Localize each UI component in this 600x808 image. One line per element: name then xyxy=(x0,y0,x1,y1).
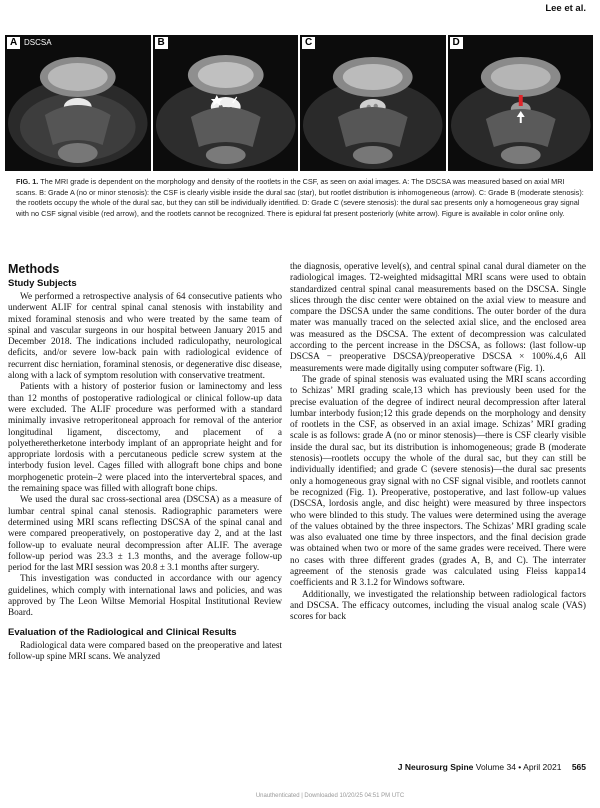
page-footer xyxy=(398,762,586,772)
panel-label-c: C xyxy=(302,37,315,49)
running-header-author: Lee et al. xyxy=(545,3,586,14)
footer-journal: J Neurosurg Spine xyxy=(397,762,474,772)
mri-panel-b xyxy=(153,35,299,171)
right-column xyxy=(290,262,586,624)
mri-panel-a xyxy=(5,35,151,171)
mri-image-c xyxy=(300,35,446,171)
subheading-evaluation: Evaluation of the Radiological and Clinical Results xyxy=(8,626,237,638)
panel-label-b: B xyxy=(155,37,168,49)
figure-caption-label: FIG. 1. xyxy=(16,177,39,186)
section-heading-methods: Methods xyxy=(8,262,60,276)
paragraph: Additionally, we investigated the relationship between radiological factors and DSCSA. The efficacy outcomes, including the visual analog scale (VAS) scores for back xyxy=(290,589,586,623)
panel-label-a: A xyxy=(7,37,20,49)
left-column xyxy=(8,262,282,663)
mri-panel-c xyxy=(300,35,446,171)
mri-image-b xyxy=(153,35,299,171)
paragraph: Radiological data were compared based on the preoperative and latest follow-up spine MRI scans. We analyzed xyxy=(8,640,282,662)
paragraph: the diagnosis, operative level(s), and central spinal canal dural diameter on the radiological images. T2-weighted midsagittal MRI scans were used to obtain standardized central spinal canal measurements based on the DSCSA. Single slices through the disc center were obtained on the axial view to measure and compare the DSCSA under the same conditions. The outer border of the dura mater was manually traced on the selected axial slice, and the enclosed area was measured as the DSCSA. The extent of decompression was calculated according to the percent increase in the DSCSA, as follows: (last follow-up DSCSA − preoperative DSCSA)/preoperative DSCSA × 100%.4,6 All measurements were made digitally using computer software (Fig. 1). xyxy=(290,262,586,374)
red-arrow-icon xyxy=(518,95,522,106)
footer-volume: Volume 34 • April 2021 xyxy=(475,762,562,772)
panel-tag-dscsa: DSCSA xyxy=(24,38,52,47)
paragraph: We used the dural sac cross-sectional area (DSCSA) as a measure of lumbar central spinal canal stenosis. Radiographic parameters were determined using MRI scans reflecting DSCSA of the spinal canal and were compared preoperatively, on postoperative day 2, and at the last follow-up to evaluate neural decompression after ALIF. The average follow-up period was 23.3 ± 1.3 months, and the average follow-up period for the last MRI session was 20.8 ± 3.1 months after surgery. xyxy=(8,495,282,574)
paragraph: We performed a retrospective analysis of 64 consecutive patients who underwent ALIF for central spinal canal stenosis with instability and mixed foraminal stenosis and who were treated by the same team of spinal and vascular surgeons in our hospital between January 2015 and December 2018. The indications included radiculopathy, neurological deficits, and/or severe low-back pain with radiological evidence of recurrent disc herniation, foraminal stenosis, or degenerative disc disease, along with a lack of symptom resolution with conservative treatment. xyxy=(8,292,282,382)
paragraph: This investigation was conducted in accordance with our agency guidelines, which comply with international laws and policies, and was approved by The Leon Wiltse Memorial Hospital Institutional Review Board. xyxy=(8,574,282,619)
subheading-study-subjects: Study Subjects xyxy=(8,278,77,289)
paragraph: The grade of spinal stenosis was evaluated using the MRI scans according to Schizas’ MRI grading scale,13 which has previously been used for the precise evaluation of the degree of indirect neural decompression after lateral lumbar interbody fusion;12 this grade depends on the morphology and density of rootlets in the CSF, as observed in an axial image. Schizas’ MRI grading scale is as follows: grade A (no or minor stenosis)—there is CSF clearly visible inside the dural sac, but its distribution is inhomogeneous; grade B (moderate stenosis)—rootlets occupy the whole of the dural sac, but they can still be individually identified; and grade C (severe stenosis)—the dural sac presents only a homogeneous gray signal with no CSF signal visible, and rootlets cannot be recognized (Fig. 1). Preoperative, postoperative, and last follow-up values (DSCSA, lordosis angle, and disc height) were measured by three inspectors who were blinded to this study. The values were determined using the average of the values obtained by the three inspectors. The Schizas’ MRI grading scale was also evaluated one time by three inspectors, and the final decision grade was obtained when two or more of the same grades were received. There were no cases with three different grades (grades A, B, and C). The interrater agreement of the stenosis grade was calculated using Fleiss kappa14 coefficients and R 3.1.2 for Windows software. xyxy=(290,374,586,589)
mri-panel-d xyxy=(448,35,594,171)
paragraph: Patients with a history of posterior fusion or laminectomy and less than 12 months of postoperative radiological or clinical follow-up data were excluded. The ALIF procedure was performed with a standard minimally invasive retroperitoneal approach for removal of the anterior longitudinal ligament, discectomy, and placement of a polyetheretherketone interbody implant of an appropriate height and for appropriate lordosis with a percutaneous pedicle screw system at the interbody fusion level. Cages filled with allograft bone chips and bone morphogenetic protein–2 were placed into the intervertebral spaces, and the remaining space was filled with allograft bone chips. xyxy=(8,382,282,495)
mri-image-a xyxy=(5,35,151,171)
figure-caption xyxy=(16,177,586,219)
page-number: 565 xyxy=(571,762,586,772)
mri-image-d xyxy=(448,35,594,171)
mri-figure xyxy=(5,35,593,171)
figure-caption-text: The MRI grade is dependent on the morphology and density of the rootlets in the CSF, as seen on axial images. A: The DSCSA was measured based on axial MRI scans. B: Grade A (no or minor stenosis): the CSF is clearly visible inside the dural sac (star), but rootlet distribution is inhomogeneous (arrow). C: Grade B (moderate stenosis): the rootlets occupy the whole of the dural sac, but they can still be individually identified. D: Grade C (severe stenosis): the dural sac presents only a homogeneous gray signal with no CSF signal visible (red arrow), and the rootlets cannot be recognized. There is epidural fat present posteriorly (white arrow). Figure is available in color online only. xyxy=(16,177,584,218)
download-watermark: Unauthenticated | Downloaded 10/20/25 04:51 PM UTC xyxy=(255,793,405,799)
panel-label-d: D xyxy=(450,37,463,49)
